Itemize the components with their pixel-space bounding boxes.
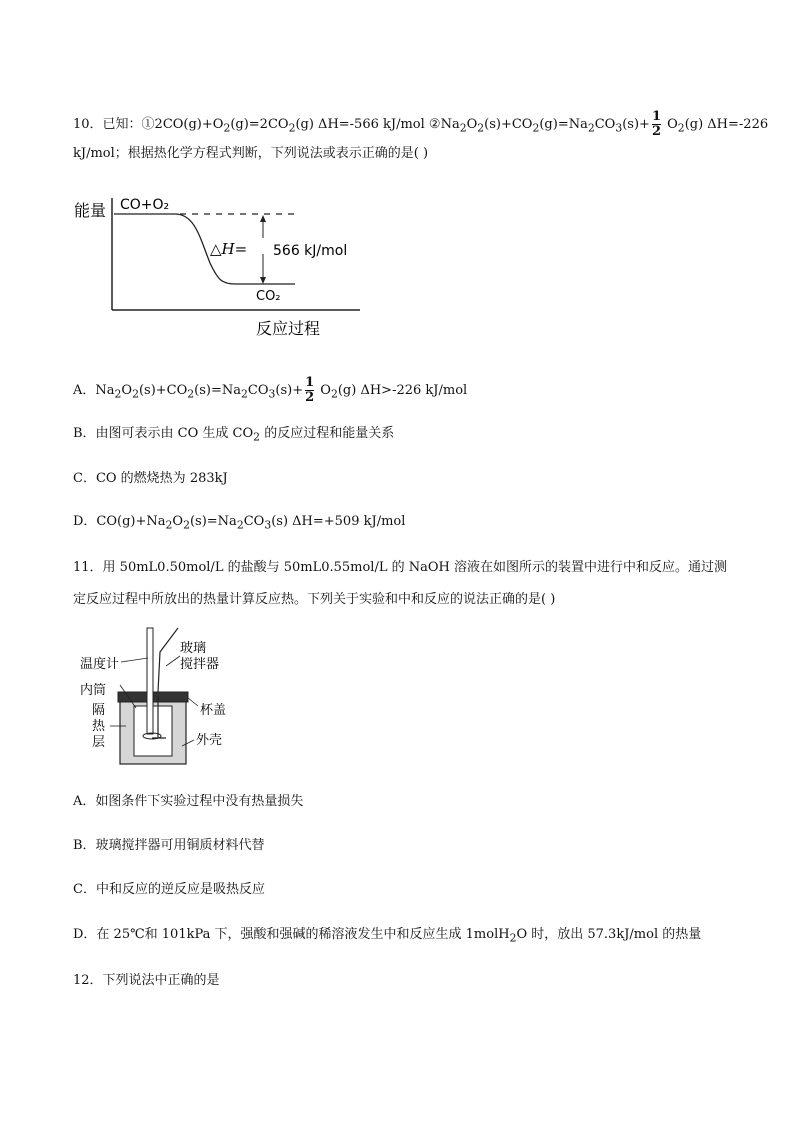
insulation-label-1: 隔: [92, 703, 106, 718]
thermometer-pointer: [121, 658, 148, 662]
q11-stem-line2: 定反应过程中所放出的热量计算反应热。下列关于实验和中和反应的说法正确的是( ): [73, 592, 556, 607]
lid-label: 杯盖: [200, 703, 227, 718]
q10-option-a: A．$Na_2O_2(s)+CO_2(s)=Na_2CO_3(s)+$ $\frac{1}{2}$ $O_2(g)$ ΔH>-226 kJ/mol: [73, 375, 468, 405]
fraction-one-half: $\frac{1}{2}$: [305, 375, 315, 405]
stirrer-pointer: [166, 656, 180, 666]
dh-value: 566 kJ/mol: [273, 243, 348, 259]
q10-stem-line2: kJ/mol；根据热化学方程式判断，下列说法或表示正确的是( ): [73, 146, 429, 161]
reactant-label: CO+O₂: [120, 197, 170, 213]
arrowhead-up-icon: [260, 215, 266, 222]
q10-option-c: C．CO 的燃烧热为 283kJ: [73, 471, 228, 486]
stirrer-label-2: 搅拌器: [180, 657, 220, 672]
q10-option-d: D．$CO(g)+Na_2O_2(s)=Na_2CO_3(s)$ ΔH=+509 kJ/mol: [73, 514, 406, 532]
q10-option-b: B．由图可表示由 CO 生成 $CO_2$ 的反应过程和能量关系: [73, 426, 395, 444]
insulation-label-3: 层: [92, 735, 106, 750]
q11-option-c: C．中和反应的逆反应是吸热反应: [73, 882, 265, 897]
fraction-one-half: $\frac{1}{2}$: [651, 109, 661, 139]
thermometer-label: 温度计: [80, 657, 120, 672]
q12-stem: 12．下列说法中正确的是: [73, 973, 220, 988]
energy-axis-label: 能量: [74, 201, 107, 220]
shell-label: 外壳: [196, 733, 223, 748]
process-axis-label: 反应过程: [256, 319, 321, 338]
q11-option-b: B．玻璃搅拌器可用铜质材料代替: [73, 838, 265, 853]
energy-curve: [114, 214, 295, 284]
thermometer: [147, 628, 153, 734]
inner-label: 内筒: [80, 683, 107, 698]
energy-diagram: [70, 188, 370, 340]
dh-label: △H=: [210, 240, 248, 258]
q10-stem-line1: 10．已知：$①2CO(g)+O_2(g)=2CO_2(g)$ ΔH=-566 kJ/mol $②Na_2O_2(s)+CO_2(g)=Na_2CO_3(s)+$ $\frac{1}{2}$ $O_2(g)$ ΔH=-226: [73, 109, 769, 139]
arrowhead-down-icon: [260, 277, 266, 284]
calorimeter-diagram: [76, 622, 246, 768]
lid-pointer: [188, 698, 198, 706]
q11-option-d: D．在 25℃和 101kPa 下，强酸和强碱的稀溶液发生中和反应生成 1molH$_2$O 时，放出 57.3kJ/mol 的热量: [73, 927, 702, 945]
q11-stem-line1: 11．用 50mL0.50mol/L 的盐酸与 50mL0.55mol/L 的 NaOH 溶液在如图所示的装置中进行中和反应。通过测: [73, 560, 727, 575]
q11-option-a: A．如图条件下实验过程中没有热量损失: [73, 794, 304, 809]
product-label: CO₂: [256, 289, 281, 304]
insulation-label-2: 热: [92, 719, 106, 734]
stirrer-label-1: 玻璃: [180, 641, 207, 656]
